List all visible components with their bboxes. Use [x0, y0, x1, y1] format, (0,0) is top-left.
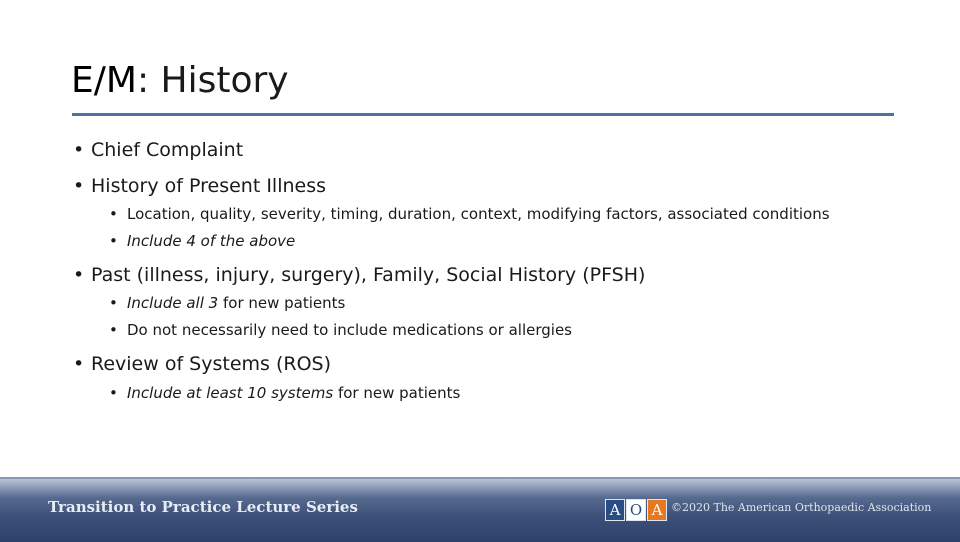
bullet-dot: • [109, 232, 118, 250]
bullet-dot: • [109, 384, 118, 402]
bullet-text: Location, quality, severity, timing, duration, context, modifying factors, associated conditions [127, 205, 830, 223]
bullet-dot: • [73, 139, 85, 161]
aoa-logo [605, 499, 667, 519]
bullet-ros [73, 351, 331, 377]
slide-title-strong: E/M [71, 60, 137, 101]
slide-title-rest: : History [136, 60, 289, 101]
bullet-text-italic: Include at least 10 systems [127, 384, 334, 402]
bullet-dot: • [109, 294, 118, 312]
bullet-dot: • [109, 321, 118, 339]
aoa-logo-letter-o: O [626, 499, 646, 521]
lecture-series-label: Transition to Practice Lecture Series [48, 498, 358, 516]
bullet-text: Do not necessarily need to include medications or allergies [127, 321, 572, 339]
bullet-text-italic: Include all 3 [127, 294, 219, 312]
bullet-dot: • [73, 264, 85, 286]
bullet-dot: • [73, 175, 85, 197]
bullet-text: History of Present Illness [91, 175, 327, 197]
bullet-text: Chief Complaint [91, 139, 244, 161]
sub-bullet-hpi-elements [109, 203, 830, 225]
bullet-text: for new patients [333, 384, 461, 402]
bullet-text: for new patients [218, 294, 346, 312]
bullet-dot: • [73, 353, 85, 375]
sub-bullet-pfsh-meds [109, 319, 572, 341]
footer-bar [0, 477, 960, 542]
bullet-text: Include 4 of the above [127, 232, 296, 250]
bullet-hpi [73, 173, 326, 199]
aoa-logo-letter-a: A [605, 499, 625, 521]
sub-bullet-hpi-count [109, 230, 295, 252]
bullet-dot: • [109, 205, 118, 223]
bullet-text: Review of Systems (ROS) [91, 353, 332, 375]
sub-bullet-pfsh-all [109, 292, 345, 314]
bullet-pfsh [73, 262, 645, 288]
bullet-text: Past (illness, injury, surgery), Family, Social History (PFSH) [91, 264, 646, 286]
aoa-logo-letter-a2: A [647, 499, 667, 521]
sub-bullet-ros-count [109, 382, 460, 404]
title-underline [72, 113, 894, 116]
copyright-text: ©2020 The American Orthopaedic Association [671, 501, 932, 514]
bullet-chief-complaint [73, 137, 243, 163]
slide-title [71, 56, 289, 106]
